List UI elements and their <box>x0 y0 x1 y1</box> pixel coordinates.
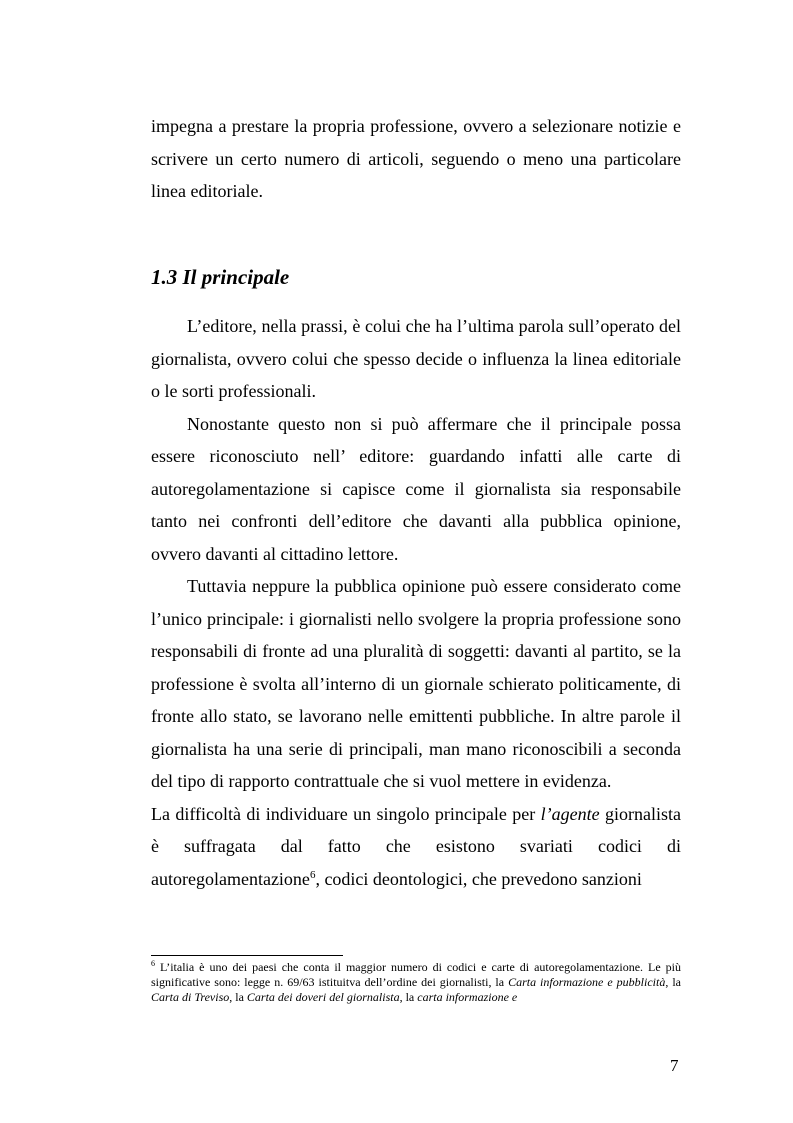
paragraph-4-text-a: La difficoltà di individuare un singolo principale per <box>151 803 541 824</box>
paragraph-3: Tuttavia neppure la pubblica opinione può essere considerato come l’unico principale: i giornalisti nello svolgere la propria professione sono responsabili di fronte ad una pluralità di soggetti: davanti al partito, se la professione è svolta all’interno di un giornale schierato politicamente, di fronte allo stato, se lavorano nelle emittenti pubbliche. In altre parole il giornalista ha una serie di principali, man mano riconoscibili a seconda del tipo di rapporto contrattuale che si vuol mettere in evidenza. <box>151 576 681 791</box>
footnote-text-b: , la <box>665 975 681 989</box>
continuation-paragraph: impegna a prestare la propria professione, ovvero a selezionare notizie e scrivere un certo numero di articoli, seguendo o meno una particolare linea editoriale. <box>151 116 681 201</box>
footnote-italic-carta-informazione: carta informazione e <box>417 990 518 1004</box>
footnote-italic-carta-informazione-pubblicita: Carta informazione e pubblicità <box>508 975 666 989</box>
section-body <box>151 310 681 895</box>
footnote-mark: 6 <box>151 959 155 968</box>
footnote-text-c: , la <box>229 990 247 1004</box>
page-number: 7 <box>670 1056 679 1075</box>
paragraph-4-italic-agente: l’agente <box>540 803 600 824</box>
footnote-text-a: L’italia è uno dei paesi che conta il maggior numero di codici e carte di autoregolamentazione. Le più significative sono: legge n. 69/63 istituitva dell’ordine dei giornalisti, la <box>151 960 681 989</box>
footnote-text-d: , la <box>399 990 418 1004</box>
footnote <box>151 960 681 1005</box>
paragraph-4-text-b: giornalista è suffragata dal fatto che esistono svariati codici di autoregolamentazione <box>151 803 682 889</box>
paragraph-2: Nonostante questo non si può affermare che il principale possa essere riconosciuto nell’ editore: guardando infatti alle carte di autoregolamentazione si capisce come il giornalista sia responsabile tanto nei confronti dell’editore che davanti alla pubblica opinione, ovvero davanti al cittadino lettore. <box>151 413 681 564</box>
footnote-italic-carta-treviso: Carta di Treviso <box>151 990 230 1004</box>
footnote-italic-carta-doveri: Carta dei doveri del giornalista <box>246 990 400 1004</box>
footnote-separator <box>151 955 343 956</box>
paragraph-4 <box>151 798 681 896</box>
paragraph-1: L’editore, nella prassi, è colui che ha l’ultima parola sull’operato del giornalista, ovvero colui che spesso decide o influenza la linea editoriale o le sorti professionali. <box>151 316 681 401</box>
paragraph-4-text-c: , codici deontologici, che prevedono sanzioni <box>315 868 642 889</box>
section-heading: 1.3 Il principale <box>151 265 290 289</box>
footnote-reference[interactable]: 6 <box>309 868 316 881</box>
